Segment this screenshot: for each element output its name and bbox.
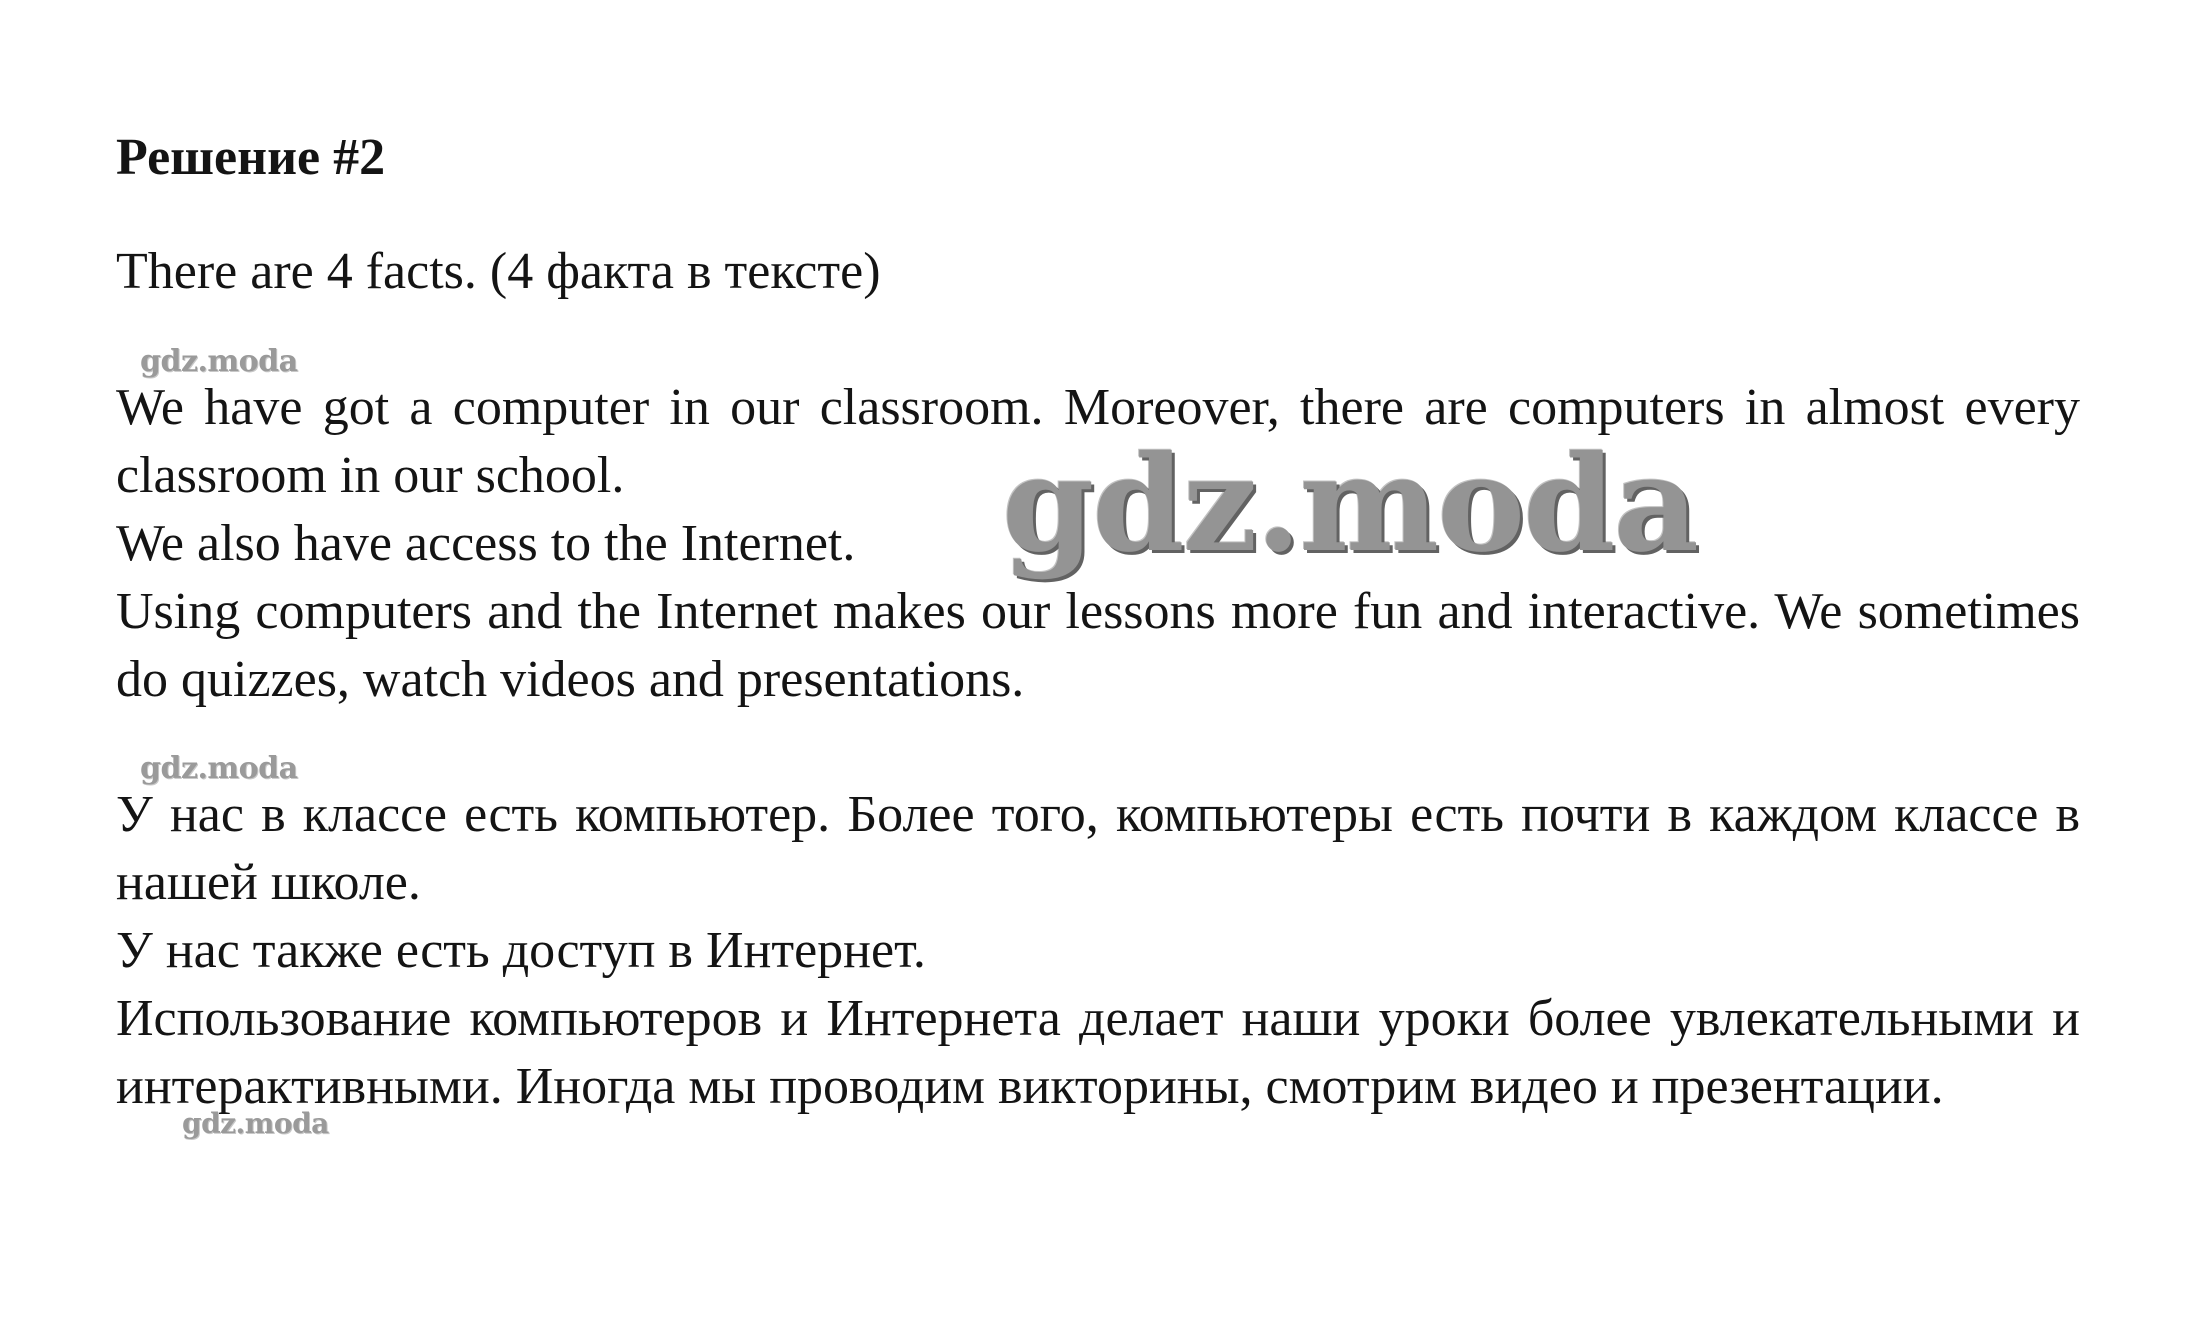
- english-paragraph: We also have access to the Internet.: [116, 515, 856, 572]
- solution-heading: Решение #2: [116, 129, 386, 186]
- watermark-small: gdz.moda: [182, 1107, 329, 1140]
- russian-paragraph: У нас также есть доступ в Интернет.: [116, 922, 926, 979]
- russian-text-block: [116, 781, 2080, 1121]
- intro-line: There are 4 facts. (4 факта в тексте): [116, 243, 881, 300]
- english-paragraph: Using computers and the Internet makes our lessons more fun and interactive. We sometimes do quizzes, watch videos and presentations.: [116, 583, 2080, 708]
- russian-paragraph: Использование компьютеров и Интернета делает наши уроки более увлекательными и интерактивными. Иногда мы проводим викторины, смотрим видео и презентации.: [116, 990, 2080, 1115]
- english-paragraph: We have got a computer in our classroom. Moreover, there are computers in almost every classroom in our school.: [116, 379, 2080, 504]
- watermark-small: gdz.moda: [140, 751, 298, 786]
- russian-paragraph: У нас в классе есть компьютер. Более того, компьютеры есть почти в каждом классе в нашей школе.: [116, 786, 2080, 911]
- watermark-small: gdz.moda: [140, 344, 298, 379]
- watermark-logo: gdz.moda: [1002, 427, 1698, 582]
